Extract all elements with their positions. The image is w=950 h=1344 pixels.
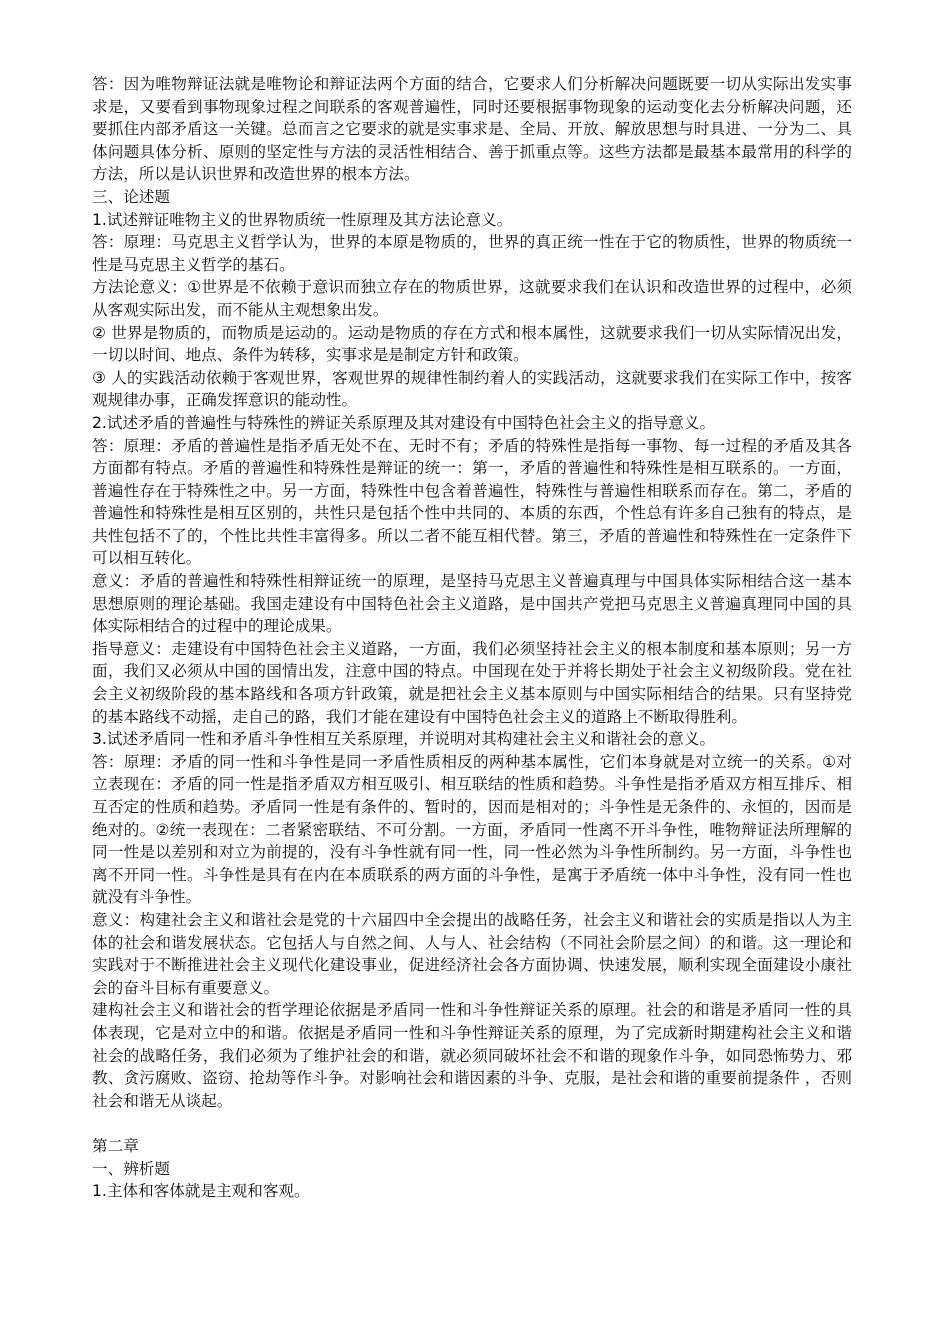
section-heading: 一、辨析题 (92, 1159, 170, 1178)
question-heading: 1.试述辩证唯物主义的世界物质统一性原理及其方法论意义。 (92, 210, 513, 229)
question-heading: 2.试述矛盾的普遍性与特殊性的辨证关系原理及其对建设有中国特色社会主义的指导意义。 (92, 413, 716, 432)
answer-paragraph: 建构社会主义和谐社会的哲学理论依据是矛盾同一性和斗争性辩证关系的原理。社会的和谐是矛盾同一性的具体表现，它是对立中的和谐。依据是矛盾同一性和斗争性辩证关系的原理，为了完成新时期建构社会主义和谐社会的战略任务，我们必须为了维护社会的和谐，就必须同破坏社会不和谐的现象作斗争，如同恐怖势力、邪教、贪污腐败、盗窃、抢劫等作斗争。对影响社会和谐因素的斗争、克服，是社会和谐的重要前提条件 ，否则社会和谐无从谈起。 (92, 1001, 852, 1110)
blank-line (92, 1112, 852, 1135)
answer-paragraph: 答：原理：矛盾的同一性和斗争性是同一矛盾性质相反的两种基本属性，它们本身就是对立统一的关系。①对立表现在：矛盾的同一性是指矛盾双方相互吸引、相互联结的性质和趋势。斗争性是指矛盾双方相互排斥、相互否定的性质和趋势。矛盾同一性是有条件的、暂时的，因而是相对的；斗争性是无条件的、永恒的，因而是绝对的。②统一表现在：二者紧密联结、不可分割。一方面，矛盾同一性离不开斗争性，唯物辩证法所理解的同一性是以差别和对立为前提的，没有斗争性就有同一性，同一性必然为斗争性所制约。另一方面，斗争性也离不开同一性。斗争性是具有在内在本质联系的两方面的斗争性，是寓于矛盾统一体中斗争性，没有同一性也就没有斗争性。 (92, 752, 852, 907)
answer-paragraph: 意义：矛盾的普遍性和特殊性相辩证统一的原理，是坚持马克思主义普遍真理与中国具体实际相结合这一基本思想原则的理论基础。我国走建设有中国特色社会主义道路，是中国共产党把马克思主义普遍真理同中国的具体实际相结合的过程中的理论成果。 (92, 572, 852, 636)
chapter-heading: 第二章 (92, 1136, 139, 1155)
answer-paragraph: 答：原理：马克思主义哲学认为，世界的本原是物质的，世界的真正统一性在于它的物质性，世界的物质统一性是马克思主义哲学的基石。 (92, 233, 852, 274)
answer-paragraph: 意义：构建社会主义和谐社会是党的十六届四中全会提出的战略任务，社会主义和谐社会的实质是指以人为主体的社会和谐发展状态。它包括人与自然之间、人与人、社会结构（不同社会阶层之间）的和谐。这一理论和实践对于不断推进社会主义现代化建设事业，促进经济社会各方面协调、快速发展，顺利实现全面建设小康社会的奋斗目标有重要意义。 (92, 910, 852, 997)
answer-paragraph: 答：原理：矛盾的普遍性是指矛盾无处不在、无时不有；矛盾的特殊性是指每一事物、每一过程的矛盾及其各方面都有特点。矛盾的普遍性和特殊性是辩证的统一：第一，矛盾的普遍性和特殊性是相互联系的。一方面，普遍性存在于特殊性之中。另一方面，特殊性中包含着普遍性，特殊性与普遍性相联系而存在。第二，矛盾的普遍性和特殊性是相互区别的，共性只是包括个性中共同的、本质的东西，个性总有许多自己独有的特点，是共性包括不了的，个性比共性丰富得多。所以二者不能互相代替。第三，矛盾的普遍性和特殊性在一定条件下可以相互转化。 (92, 436, 852, 568)
answer-paragraph: ② 世界是物质的，而物质是运动的。运动是物质的存在方式和根本属性，这就要求我们一切从实际情况出发，一切以时间、地点、条件为转移，实事求是是制定方针和政策。 (92, 323, 852, 365)
answer-paragraph: ③ 人的实践活动依赖于客观世界，客观世界的规律性制约着人的实践活动，这就要求我们在实际工作中，按客观规律办事，正确发挥意识的能动性。 (92, 368, 852, 410)
answer-paragraph: 方法论意义：①世界是不依赖于意识而独立存在的物质世界，这就要求我们在认识和改造世界的过程中，必须从客观实际出发，而不能从主观想象出发。 (92, 278, 852, 319)
section-heading: 三、论述题 (92, 187, 170, 206)
answer-paragraph: 答：因为唯物辩证法就是唯物论和辩证法两个方面的结合，它要求人们分析解决问题既要一切从实际出发实事求是，又要看到事物现象过程之间联系的客观普遍性，同时还要根据事物现象的运动变化去分析解决问题，还要抓住内部矛盾这一关键。总而言之它要求的就是实事求是、全局、开放、解放思想与时具进、一分为二、具体问题具体分析、原则的坚定性与方法的灵活性相结合、善于抓重点等。这些方法都是最基本最常用的科学的方法，所以是认识世界和改造世界的根本方法。 (92, 75, 852, 184)
question-heading: 3.试述矛盾同一性和矛盾斗争性相互关系原理，并说明对其构建社会主义和谐社会的意义。 (92, 730, 716, 749)
answer-paragraph: 指导意义：走建设有中国特色社会主义道路，一方面，我们必须坚持社会主义的根本制度和基本原则；另一方面，我们又必须从中国的国情出发，注意中国的特点。中国现在处于并将长期处于社会主义初级阶段。党在社会主义初级阶段的基本路线和各项方针政策，就是把社会主义基本原则与中国实际相结合的结果。只有坚持党的基本路线不动摇，走自己的路，我们才能在建设有中国特色社会主义的道路上不断取得胜利。 (92, 639, 852, 726)
document-page (92, 73, 852, 1203)
question-heading: 1.主体和客体就是主观和客观。 (92, 1182, 310, 1201)
